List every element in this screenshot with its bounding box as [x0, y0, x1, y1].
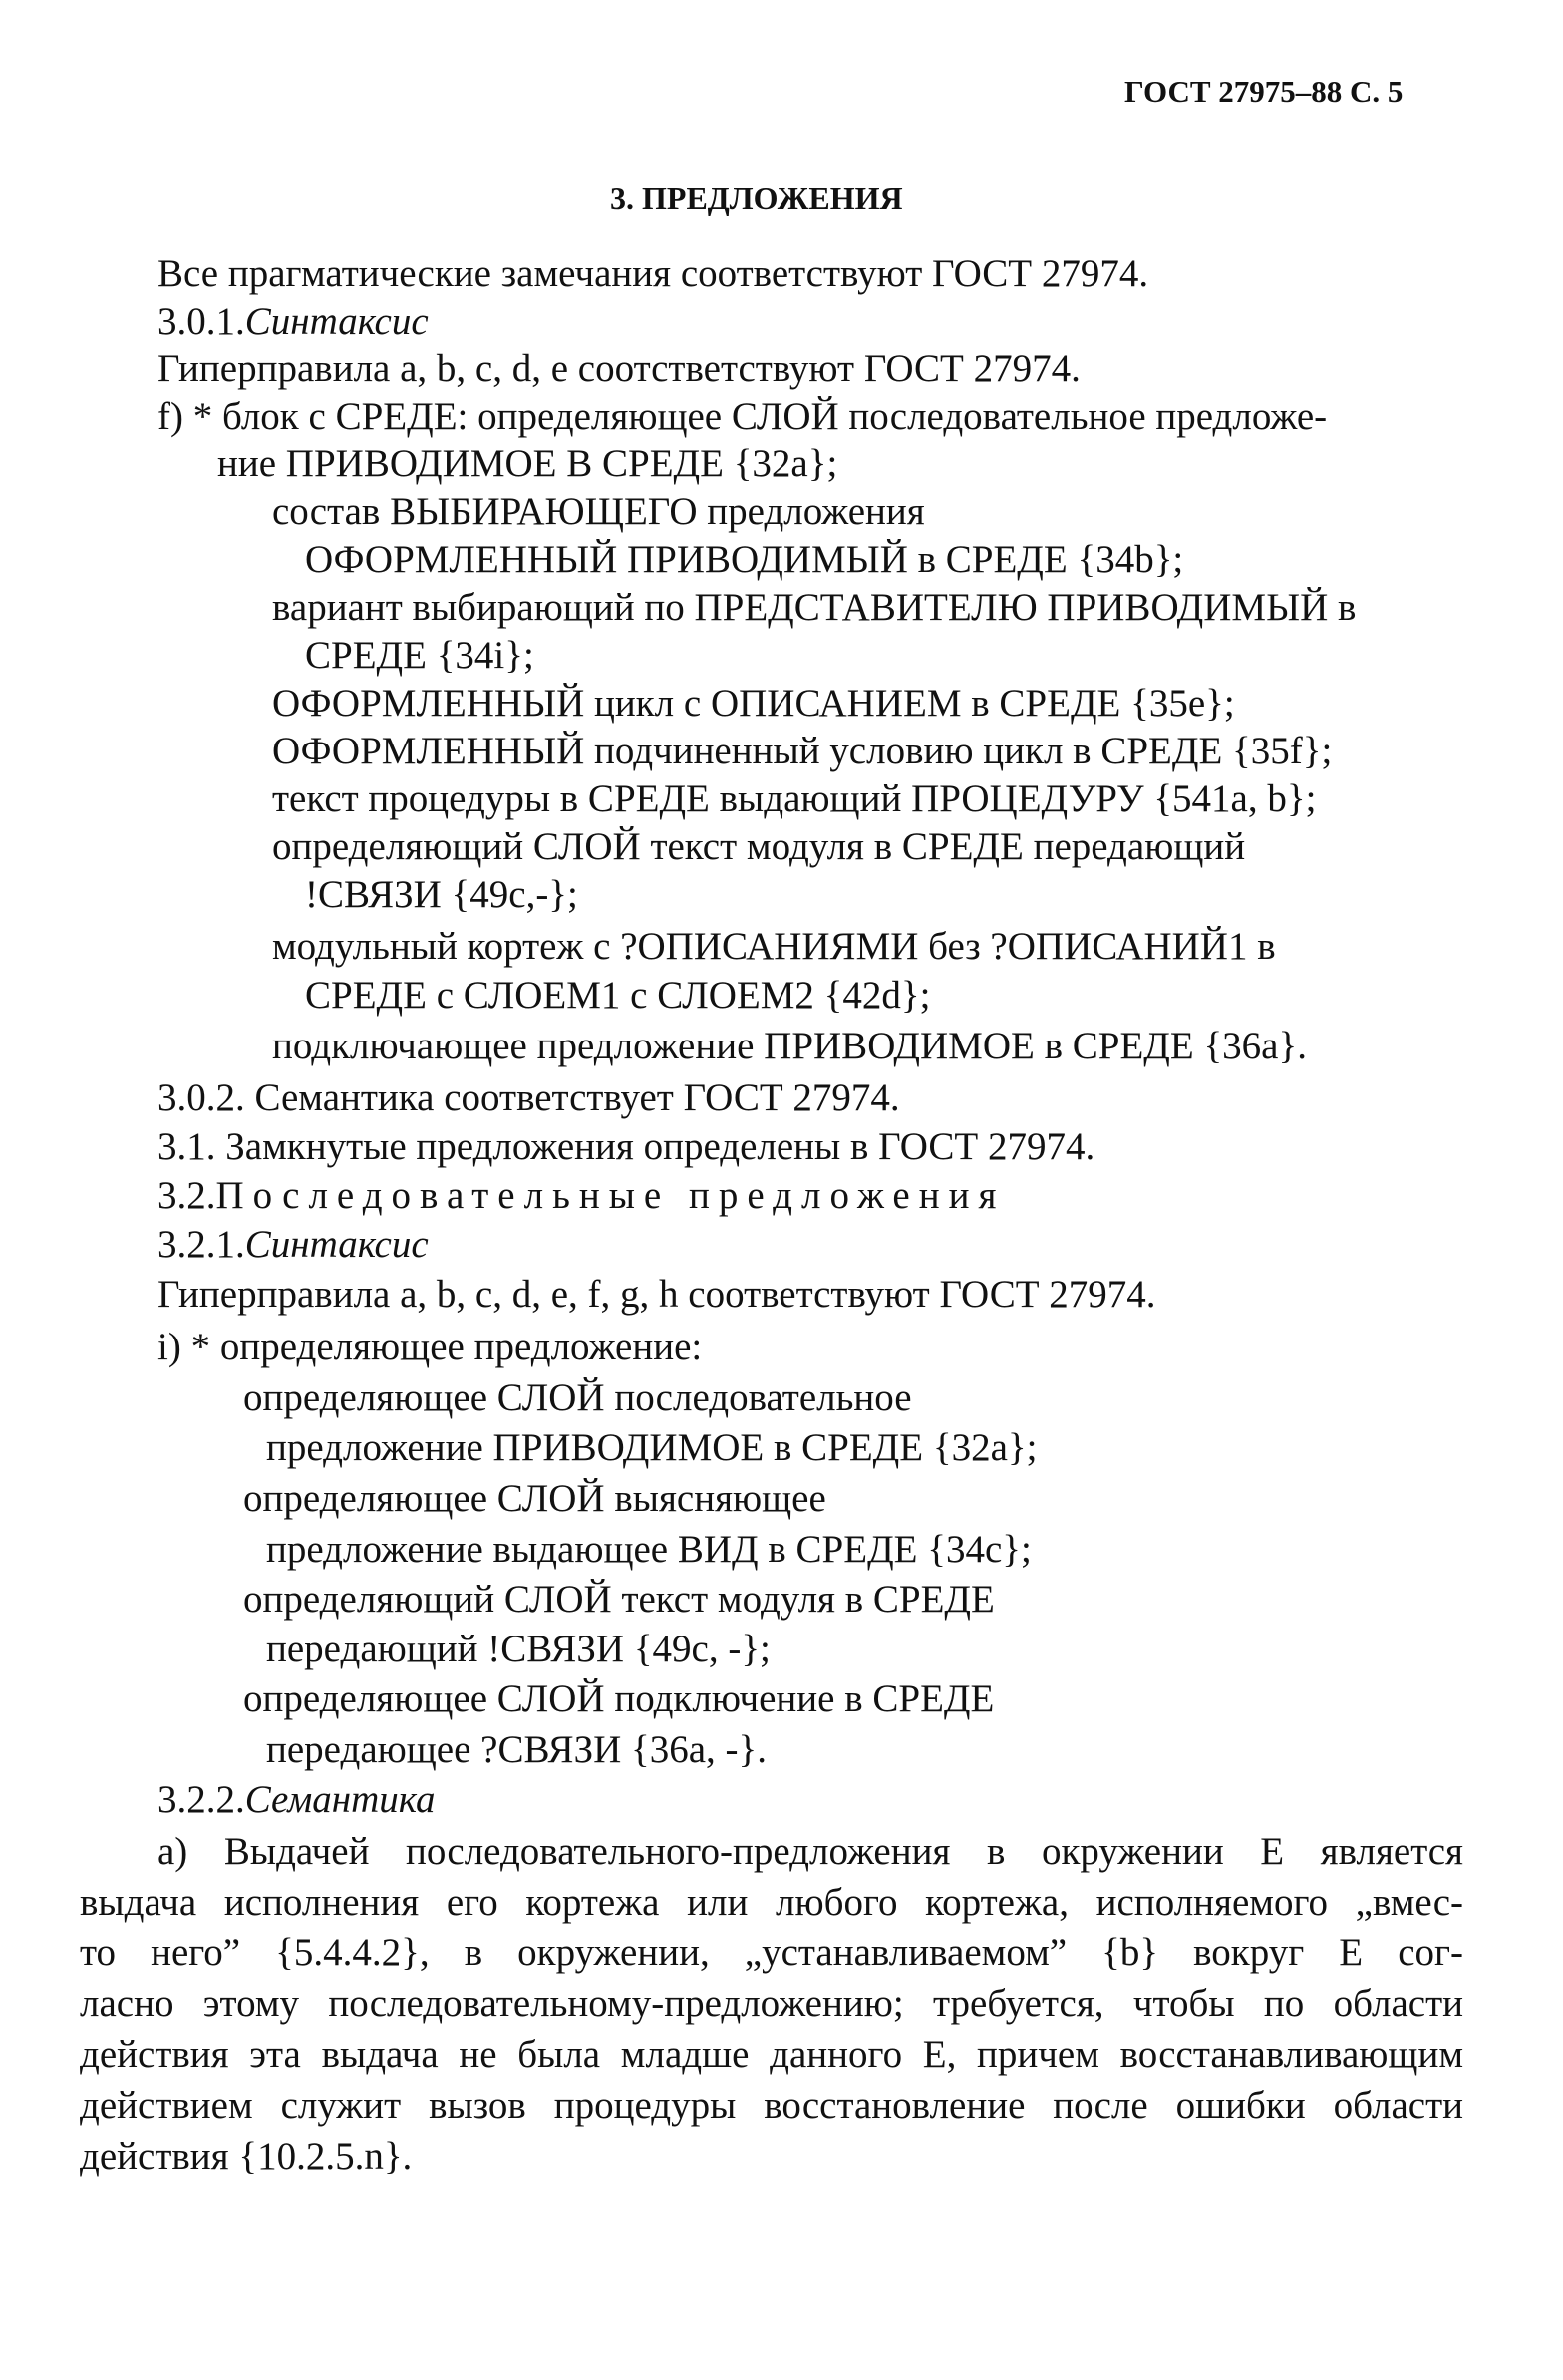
rule-f-line: вариант выбирающий по ПРЕДСТАВИТЕЛЮ ПРИВОДИМЫЙ в [272, 586, 1357, 629]
subsection-302: 3.0.2. Семантика соответствует ГОСТ 27974. [157, 1076, 900, 1119]
subsection-number: 3.2.2. [157, 1778, 245, 1821]
subsection-301 [157, 302, 429, 341]
rule-i-line: передающее ?СВЯЗИ {36a, -}. [266, 1728, 768, 1771]
page-header: ГОСТ 27975–88 С. 5 [1124, 74, 1404, 109]
rule-f-line: ние ПРИВОДИМОЕ В СРЕДЕ {32a}; [217, 443, 838, 485]
rule-i-line: предложение выдающее ВИД в СРЕДЕ {34c}; [266, 1528, 1032, 1571]
rule-i-line: определяющее СЛОЙ последовательное [243, 1376, 912, 1419]
subsection-number: 3.2. [157, 1174, 216, 1217]
paragraph-line: то него” {5.4.4.2}, в окружении, „устанавливаемом” {b} вокруг E сог- [80, 1932, 1463, 1974]
subsection-number: 3.0.1. [157, 300, 245, 343]
paragraph-line: действием служит вызов процедуры восстановление после ошибки области [80, 2084, 1463, 2127]
rule-f-line: СРЕДЕ {34i}; [305, 634, 534, 677]
paragraph-line: выдача исполнения его кортежа или любого кортежа, исполняемого „вмес- [80, 1881, 1463, 1924]
subsection-number: 3.2.1. [157, 1223, 245, 1266]
rule-f-line: ОФОРМЛЕННЫЙ ПРИВОДИМЫЙ в СРЕДЕ {34b}; [305, 538, 1184, 581]
paragraph-line: ласно этому последовательному-предложению; требуется, чтобы по области [80, 1982, 1463, 2025]
intro-text: Все прагматические замечания соответствуют ГОСТ 27974. [157, 252, 1149, 295]
section-title: 3. ПРЕДЛОЖЕНИЯ [610, 180, 903, 216]
rule-i-line: предложение ПРИВОДИМОЕ в СРЕДЕ {32a}; [266, 1426, 1038, 1469]
rule-i-line: передающий !СВЯЗИ {49c, -}; [266, 1628, 771, 1670]
rule-f-line: определяющий СЛОЙ текст модуля в СРЕДЕ передающий [272, 825, 1246, 868]
rule-f-line: модульный кортеж с ?ОПИСАНИЯМИ без ?ОПИСАНИЙ1 в [272, 925, 1276, 968]
subsection-title: Синтаксис [244, 300, 429, 343]
rule-i-line: определяющее СЛОЙ выясняющее [243, 1477, 826, 1520]
rules-text: Гиперправила a, b, c, d, e соотстветствуют ГОСТ 27974. [157, 347, 1081, 390]
paragraph-line: действия {10.2.5.n}. [80, 2135, 413, 2178]
rule-f-line: текст процедуры в СРЕДЕ выдающий ПРОЦЕДУРУ {541a, b}; [272, 777, 1317, 820]
rules-text: Гиперправила a, b, c, d, e, f, g, h соответствуют ГОСТ 27974. [157, 1273, 1156, 1316]
subsection-321 [157, 1225, 429, 1264]
subsection-322 [157, 1780, 436, 1819]
rule-f-line: подключающее предложение ПРИВОДИМОЕ в СРЕДЕ {36a}. [272, 1025, 1307, 1067]
subsection-title: Синтаксис [244, 1223, 429, 1266]
paragraph-line: действия эта выдача не была младше данного E, причем восстанавливающим [80, 2033, 1463, 2076]
rule-i-line: определяющий СЛОЙ текст модуля в СРЕДЕ [243, 1578, 995, 1621]
subsection-32 [157, 1176, 1005, 1215]
rule-f-line: состав ВЫБИРАЮЩЕГО предложения [272, 490, 925, 533]
rule-f-line: f) * блок с СРЕДЕ: определяющее СЛОЙ последовательное предложе- [157, 395, 1328, 438]
rule-f-line: СРЕДЕ с СЛОЕМ1 с СЛОЕМ2 {42d}; [305, 974, 931, 1017]
rule-i-line: определяющее СЛОЙ подключение в СРЕДЕ [243, 1677, 995, 1720]
rule-f-line: ОФОРМЛЕННЫЙ подчиненный условию цикл в СРЕДЕ {35f}; [272, 730, 1333, 772]
subsection-title: Последовательные предложения [215, 1174, 1006, 1217]
rule-f-line: !СВЯЗИ {49c,-}; [305, 873, 578, 916]
subsection-title: Семантика [244, 1778, 436, 1821]
paragraph-line: a) Выдачей последовательного-предложения в окружении E является [157, 1830, 1463, 1873]
rule-i-line: i) * определяющее предложение: [157, 1326, 703, 1368]
subsection-31: 3.1. Замкнутые предложения определены в ГОСТ 27974. [157, 1125, 1095, 1168]
rule-f-line: ОФОРМЛЕННЫЙ цикл с ОПИСАНИЕМ в СРЕДЕ {35e}; [272, 682, 1235, 725]
